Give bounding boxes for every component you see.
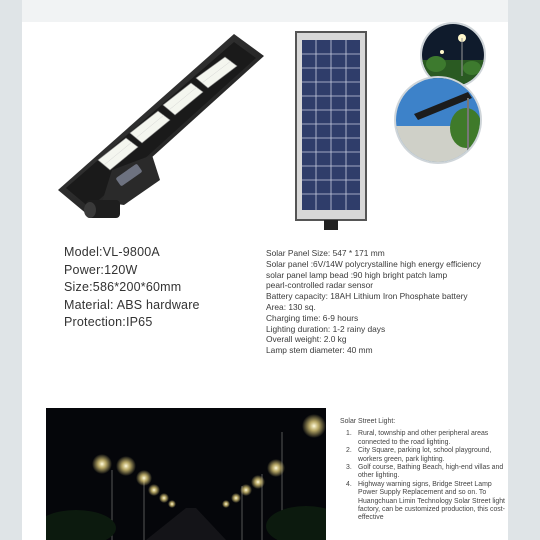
detail-line: Lamp stem diameter: 40 mm [266,345,373,356]
usage-item [340,481,508,523]
usage-title: Solar Street Light: [340,418,396,425]
usage-item-number: 3. [346,464,352,472]
spec-model: Model:VL-9800A [64,245,160,259]
usage-item-number: 1. [346,430,352,438]
usage-item-text: Highway warning signs, Bridge Street Lamp Power Supply Replacement and so on. To Huangchuan Limin Technology Solar Street light factory, can be customized production, this cost-effective [358,480,505,522]
detail-line: Solar panel :6V/14W polycrystalline high energy efficiency [266,258,481,269]
usage-item [340,430,508,447]
usage-notes [340,418,508,523]
spec-protection: Protection:IP65 [64,315,153,329]
detail-line: Battery capacity: 18AH Lithium Iron Phosphate battery [266,291,468,302]
detail-line: Area: 130 sq. [266,301,316,312]
detail-line: Solar Panel Size: 547 * 171 mm [266,248,385,258]
detail-line: Overall weight: 2.0 kg [266,334,347,345]
spec-size: Size:586*200*60mm [64,280,182,294]
detail-specs [266,248,481,356]
usage-item-text: Rural, township and other peripheral areas connected to the road lighting. [358,430,489,446]
usage-item-text: City Square, parking lot, school playground, workers green, park lighting. [358,447,492,463]
lamp-front-image [52,30,272,225]
night-road-photo [46,408,326,540]
main-specs [64,244,200,332]
detail-line: solar panel lamp bead :90 high bright patch lamp [266,269,448,280]
product-sheet [22,0,508,540]
detail-line: pearl-controlled radar sensor [266,280,374,291]
detail-line: Lighting duration: 1-2 rainy days [266,323,386,334]
spec-material: Material: ABS hardware [64,297,200,312]
day-lamp-photo [394,76,482,164]
usage-item [340,447,508,464]
usage-item-number: 2. [346,447,352,455]
top-strip [22,0,508,22]
usage-item-text: Golf course, Bathing Beach, high-end villas and other lighting. [358,464,504,480]
detail-line: Charging time: 6-9 hours [266,312,359,323]
usage-item-number: 4. [346,480,352,488]
spec-power: Power:120W [64,262,138,277]
solar-panel-image [294,30,372,232]
usage-item [340,464,508,481]
